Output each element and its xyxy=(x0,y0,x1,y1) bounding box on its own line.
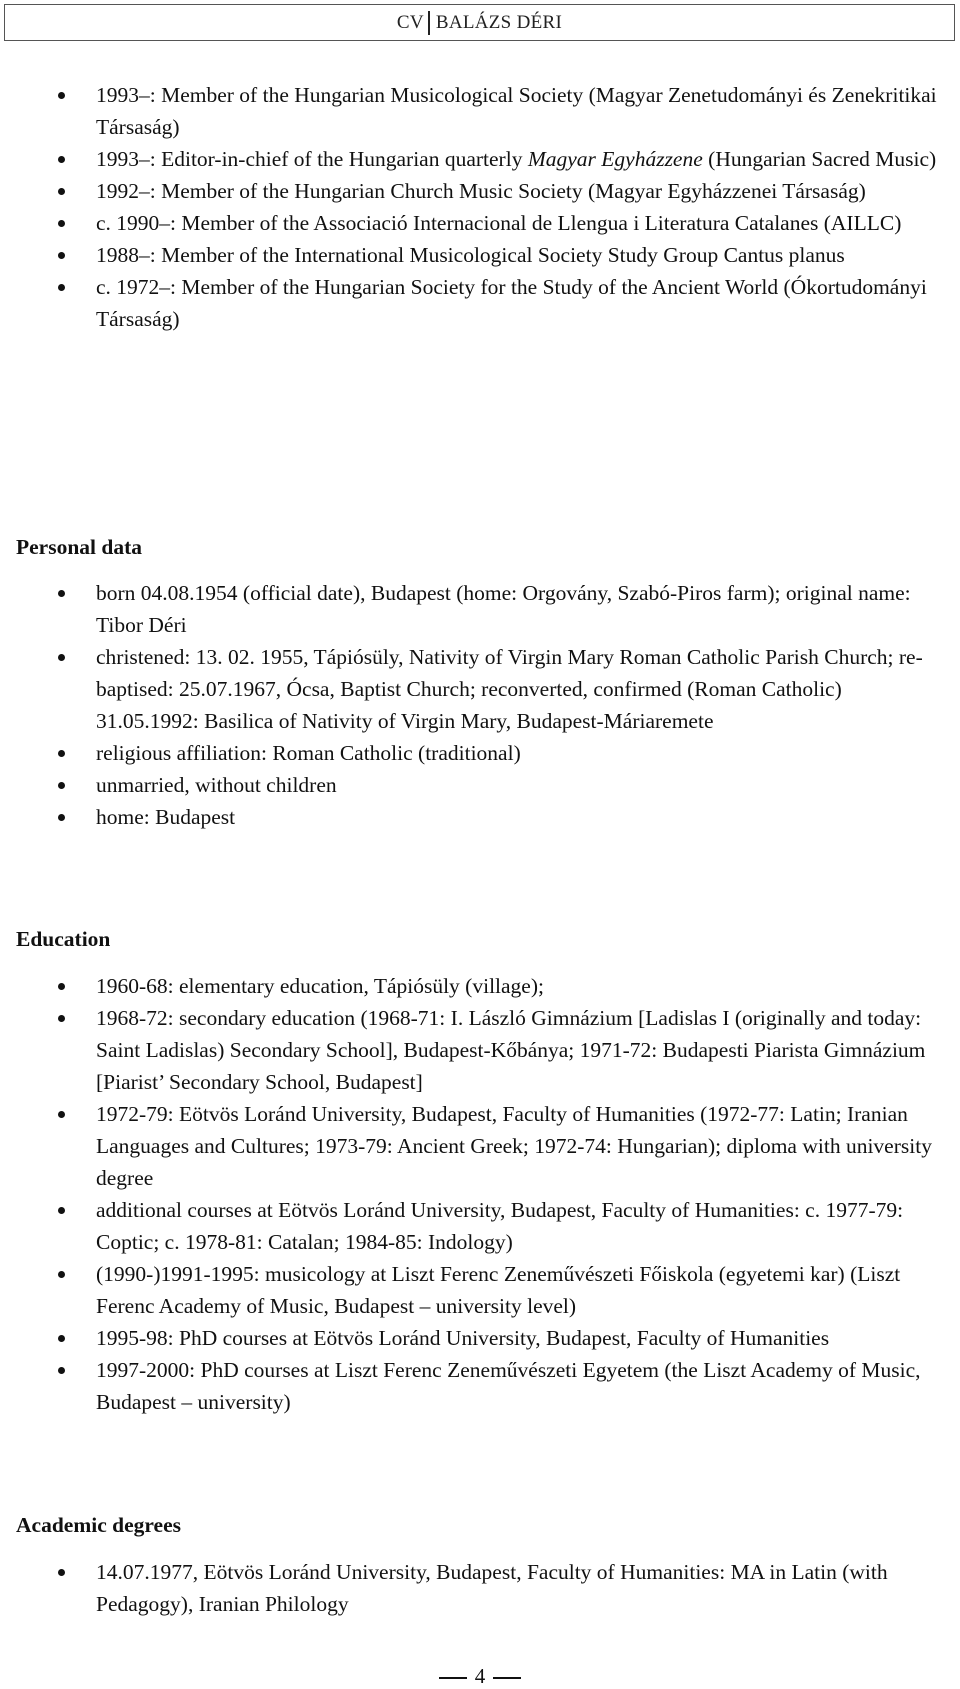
bullet-icon xyxy=(58,983,65,990)
education-item xyxy=(58,1354,938,1418)
bullet-icon xyxy=(58,252,65,259)
membership-item xyxy=(58,175,938,207)
section-heading-personal-data: Personal data xyxy=(16,535,143,559)
personal-data-item xyxy=(58,769,938,801)
bullet-icon xyxy=(58,188,65,195)
page-number: 4 xyxy=(474,1664,486,1688)
bullet-icon xyxy=(58,1335,65,1342)
membership-item xyxy=(58,207,938,239)
membership-text: 1993–: Member of the Hungarian Musicological Society (Magyar Zenetudományi és Zenekritikai Társaság) xyxy=(96,83,937,139)
memberships-list xyxy=(58,79,938,335)
page-footer xyxy=(0,1664,960,1688)
bullet-icon xyxy=(58,1367,65,1374)
header-separator xyxy=(428,11,430,35)
education-text: 1972-79: Eötvös Loránd University, Budapest, Faculty of Humanities (1972-77: Latin; Iranian Languages and Cultures; 1973-79: Ancient Greek; 1972-74: Hungarian); diploma with university degree xyxy=(96,1102,932,1190)
bullet-icon xyxy=(58,156,65,163)
membership-item xyxy=(58,239,938,271)
membership-item xyxy=(58,271,938,335)
bullet-icon xyxy=(58,1111,65,1118)
education-text: additional courses at Eötvös Loránd University, Budapest, Faculty of Humanities: c. 1977-79: Coptic; c. 1978-81: Catalan; 1984-85: Indology) xyxy=(96,1198,904,1254)
degree-text: 14.07.1977, Eötvös Loránd University, Budapest, Faculty of Humanities: MA in Latin (with Pedagogy), Iranian Philology xyxy=(96,1560,888,1616)
education-text: (1990-)1991-1995: musicology at Liszt Ferenc Zeneművészeti Főiskola (egyetemi kar) (Liszt Ferenc Academy of Music, Budapest – university level) xyxy=(96,1262,901,1318)
membership-item xyxy=(58,143,938,175)
running-header xyxy=(4,4,955,41)
personal-data-text: religious affiliation: Roman Catholic (traditional) xyxy=(96,741,521,765)
header-cv-label: CV xyxy=(396,11,424,33)
education-list xyxy=(58,970,938,1418)
membership-text: 1992–: Member of the Hungarian Church Music Society (Magyar Egyházzenei Társaság) xyxy=(96,179,866,203)
bullet-icon xyxy=(58,654,65,661)
personal-data-text: home: Budapest xyxy=(96,805,236,829)
personal-data-text: christened: 13. 02. 1955, Tápiósüly, Nativity of Virgin Mary Roman Catholic Parish Church; re-baptised: 25.07.1967, Ócsa, Baptist Church; reconverted, confirmed (Roman Catholic) 31.05.1992: Basilica of Nativity of Virgin Mary, Budapest-Máriaremete xyxy=(96,645,923,733)
education-text: 1968-72: secondary education (1968-71: I. László Gimnázium [Ladislas I (originally and today: Saint Ladislas) Secondary School], Budapest-Kőbánya; 1971-72: Budapesti Piarista Gimnázium [Piarist’ Secondary School, Budapest] xyxy=(96,1006,926,1094)
section-heading-academic-degrees: Academic degrees xyxy=(16,1513,181,1537)
personal-data-text: born 04.08.1954 (official date), Budapest (home: Orgovány, Szabó-Piros farm); original name: Tibor Déri xyxy=(96,581,911,637)
personal-data-text: unmarried, without children xyxy=(96,773,337,797)
bullet-icon xyxy=(58,750,65,757)
bullet-icon xyxy=(58,782,65,789)
bullet-icon xyxy=(58,814,65,821)
bullet-icon xyxy=(58,220,65,227)
header-author-name: BALÁZS DÉRI xyxy=(435,11,563,33)
academic-degrees-list xyxy=(58,1556,938,1620)
bullet-icon xyxy=(58,1207,65,1214)
membership-text: c. 1972–: Member of the Hungarian Society for the Study of the Ancient World (Ókortudományi Társaság) xyxy=(96,275,927,331)
journal-title: Magyar Egyházzene xyxy=(527,147,703,171)
education-item xyxy=(58,1322,938,1354)
membership-text: 1988–: Member of the International Musicological Society Study Group Cantus planus xyxy=(96,243,845,267)
bullet-icon xyxy=(58,92,65,99)
education-text: 1995-98: PhD courses at Eötvös Loránd University, Budapest, Faculty of Humanities xyxy=(96,1326,830,1350)
education-text: 1960-68: elementary education, Tápiósüly (village); xyxy=(96,974,544,998)
personal-data-item xyxy=(58,577,938,641)
membership-text-suffix: (Hungarian Sacred Music) xyxy=(702,147,937,171)
footer-dash-right xyxy=(493,1677,521,1679)
section-heading-education: Education xyxy=(16,927,111,951)
personal-data-item xyxy=(58,641,938,737)
education-item xyxy=(58,1002,938,1098)
education-item xyxy=(58,970,938,1002)
personal-data-list xyxy=(58,577,938,833)
membership-item xyxy=(58,79,938,143)
bullet-icon xyxy=(58,284,65,291)
bullet-icon xyxy=(58,1569,65,1576)
education-item xyxy=(58,1194,938,1258)
education-item xyxy=(58,1258,938,1322)
bullet-icon xyxy=(58,1271,65,1278)
bullet-icon xyxy=(58,1015,65,1022)
personal-data-item xyxy=(58,801,938,833)
footer-dash-left xyxy=(439,1677,467,1679)
bullet-icon xyxy=(58,590,65,597)
personal-data-item xyxy=(58,737,938,769)
degree-item xyxy=(58,1556,938,1620)
membership-text: 1993–: Editor-in-chief of the Hungarian quarterly xyxy=(96,147,528,171)
education-text: 1997-2000: PhD courses at Liszt Ferenc Zeneművészeti Egyetem (the Liszt Academy of Music, Budapest – university) xyxy=(96,1358,921,1414)
education-item xyxy=(58,1098,938,1194)
membership-text: c. 1990–: Member of the Associació Internacional de Llengua i Literatura Catalanes (AILLC) xyxy=(96,211,902,235)
